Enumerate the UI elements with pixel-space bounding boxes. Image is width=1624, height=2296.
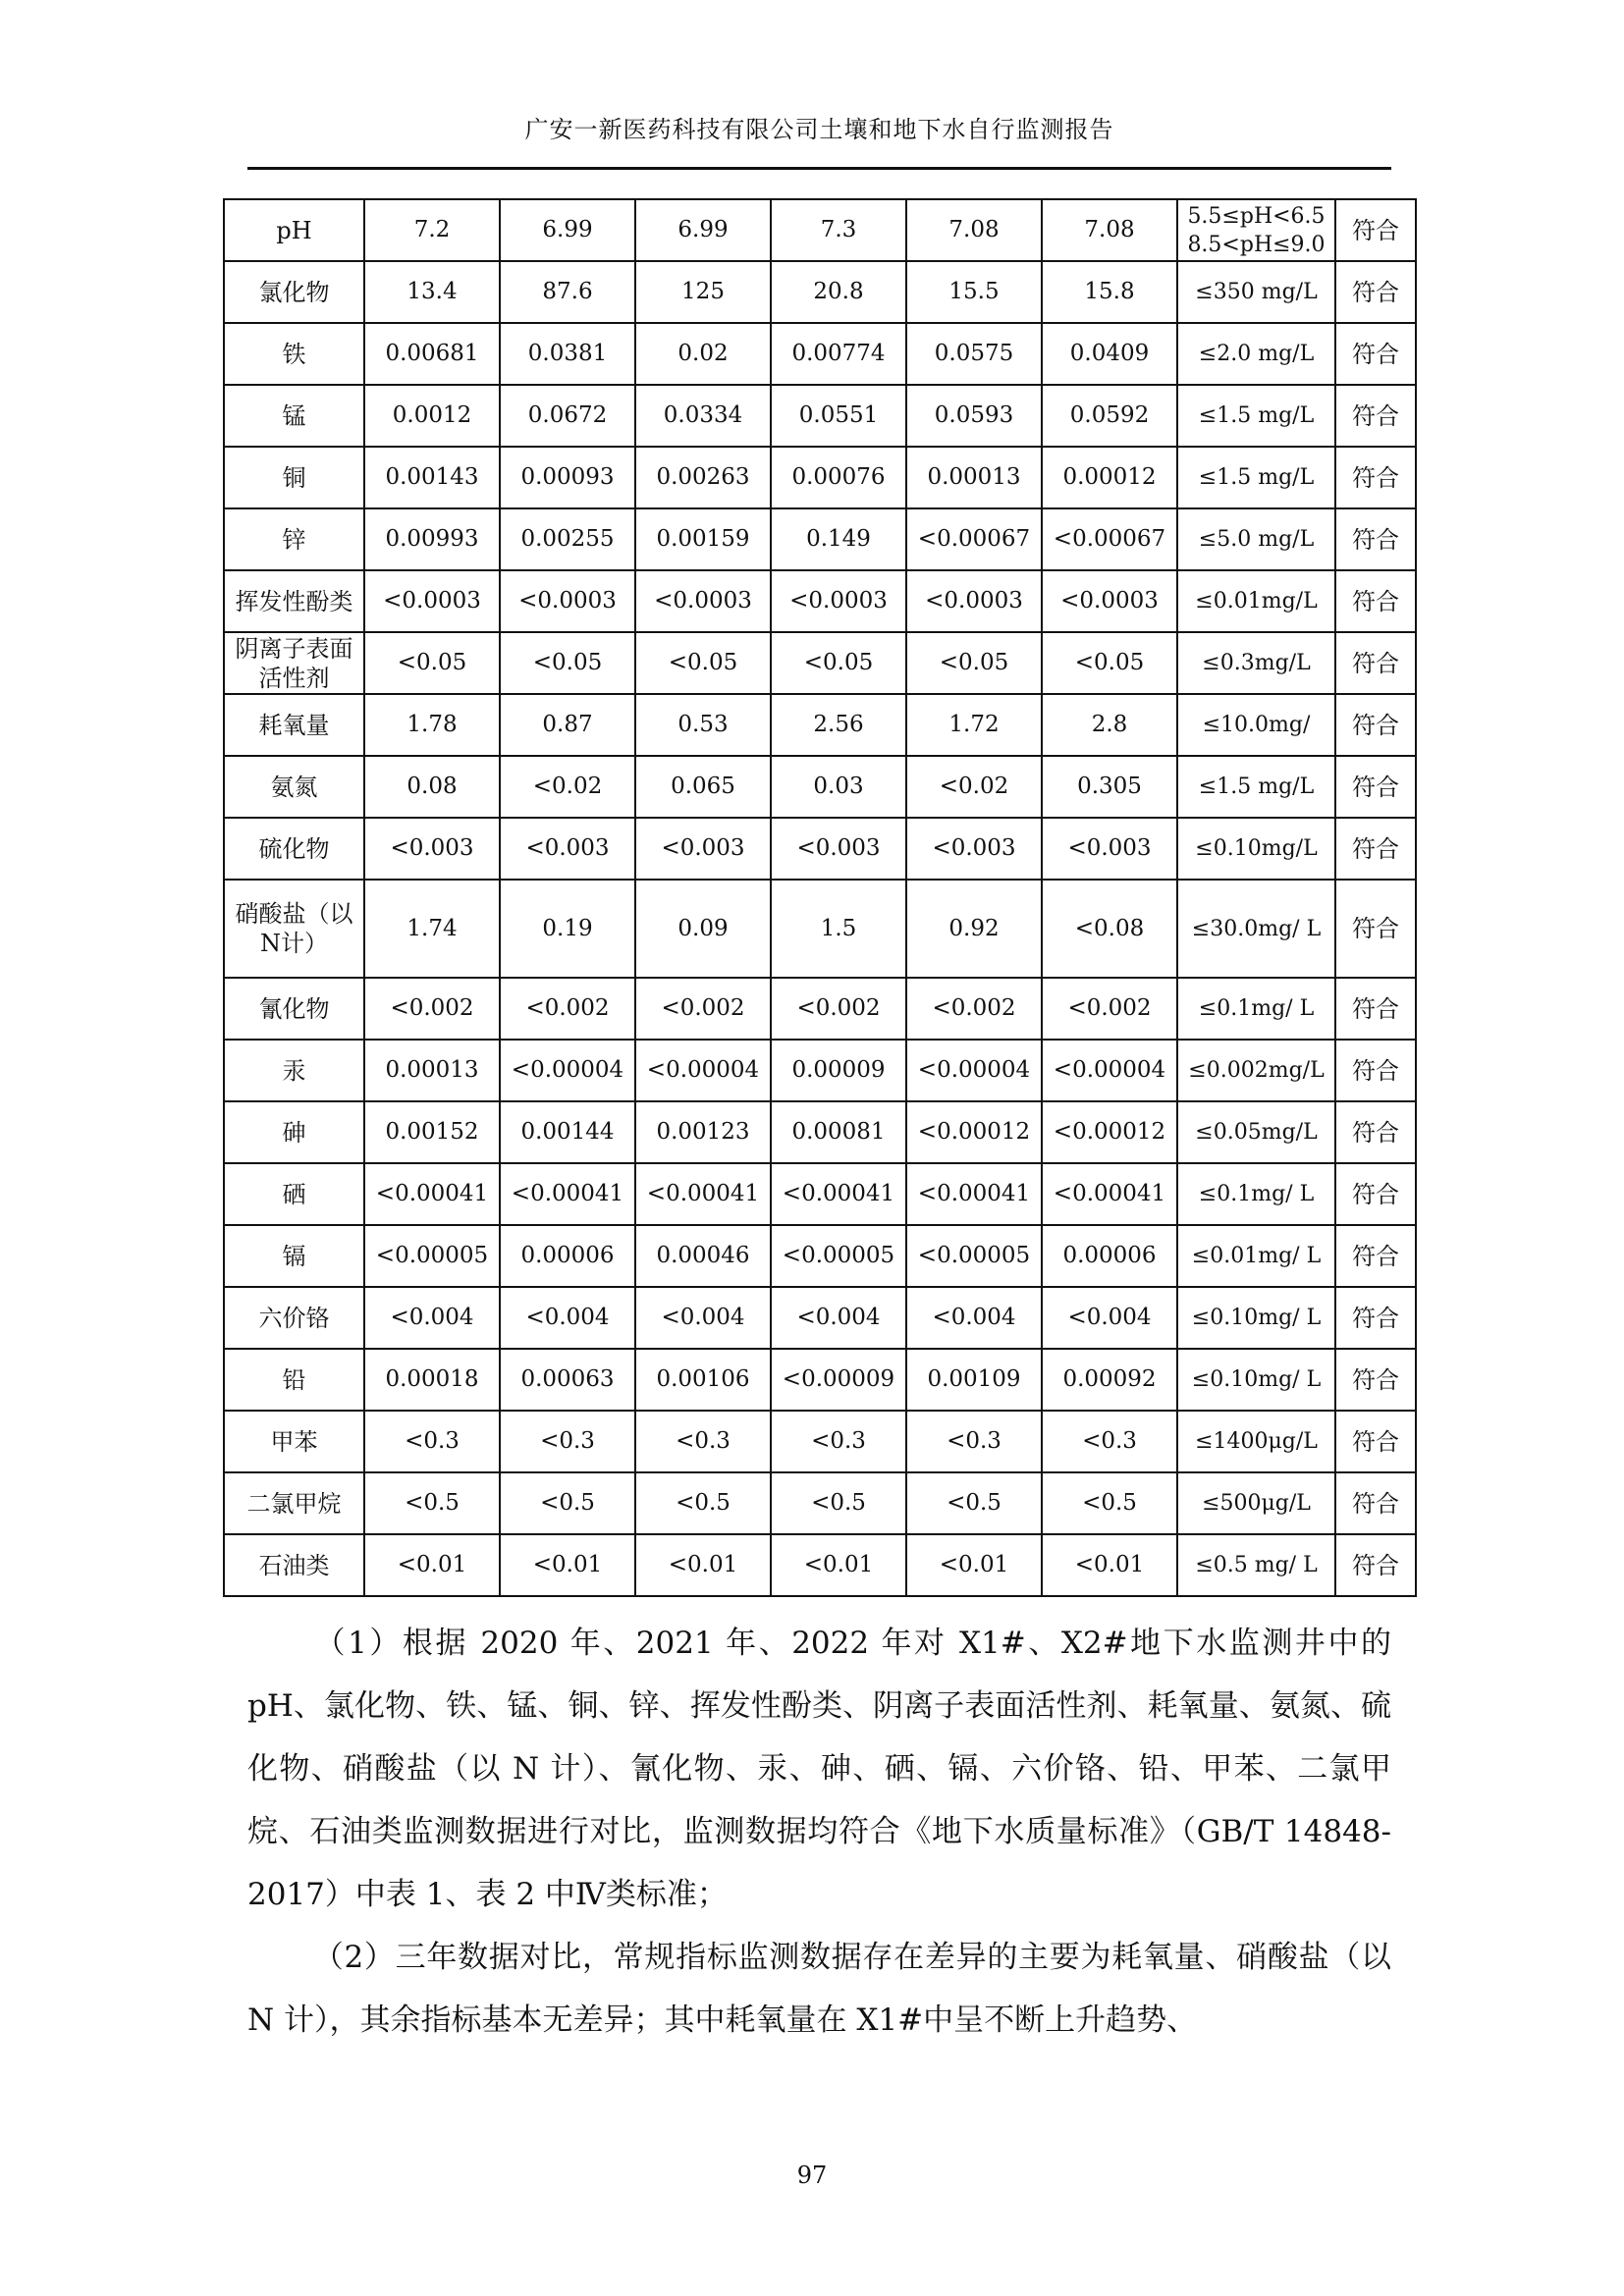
parameter-name-cell: pH [224,199,364,261]
measurement-value-cell: <0.00067 [1042,508,1177,570]
standard-limit-cell: ≤5.0 mg/L [1177,508,1335,570]
measurement-value-cell: <0.004 [635,1287,771,1349]
measurement-value-cell: 1.5 [771,880,906,978]
table-row [224,570,1416,632]
measurement-value-cell: <0.3 [771,1411,906,1472]
table-row [224,1472,1416,1534]
measurement-value-cell: <0.3 [364,1411,500,1472]
measurement-value-cell: <0.004 [1042,1287,1177,1349]
measurement-value-cell: 0.00081 [771,1101,906,1163]
table-row [224,1534,1416,1596]
measurement-value-cell: <0.003 [771,818,906,880]
measurement-value-cell: <0.05 [1042,632,1177,694]
measurement-value-cell: <0.003 [1042,818,1177,880]
measurement-value-cell: <0.0003 [1042,570,1177,632]
measurement-value-cell: <0.5 [1042,1472,1177,1534]
standard-limit-cell: ≤0.5 mg/ L [1177,1534,1335,1596]
parameter-name-cell: 挥发性酚类 [224,570,364,632]
measurement-value-cell: <0.003 [500,818,635,880]
measurement-value-cell: <0.00041 [500,1163,635,1225]
table-row [224,632,1416,694]
measurement-value-cell: 0.0012 [364,385,500,447]
measurement-value-cell: 7.08 [906,199,1042,261]
paragraph-1-text: （1）根据 2020 年、2021 年、2022 年对 X1#、X2#地下水监测井中的 pH、氯化物、铁、锰、铜、锌、挥发性酚类、阴离子表面活性剂、耗氧量、氨氮、硫化物、硝酸盐（以 N 计）、氰化物、汞、砷、硒、镉、六价铬、铅、甲苯、二氯甲烷、石油类监测数据进行对比，监测数据均符合《地下水质量标准》（GB/T 14848-2017）中表 1、表 2 中Ⅳ类标准； [247,1626,1391,1912]
measurement-value-cell: <0.00012 [1042,1101,1177,1163]
measurement-value-cell: 7.2 [364,199,500,261]
standard-limit-cell: ≤350 mg/L [1177,261,1335,323]
parameter-name-cell: 二氯甲烷 [224,1472,364,1534]
measurement-value-cell: <0.08 [1042,880,1177,978]
compliance-result-cell: 符合 [1335,261,1416,323]
measurement-value-cell: 0.00013 [906,447,1042,508]
measurement-value-cell: <0.01 [1042,1534,1177,1596]
measurement-value-cell: 2.8 [1042,694,1177,756]
table-row [224,508,1416,570]
parameter-name-cell: 六价铬 [224,1287,364,1349]
parameter-name-cell: 氨氮 [224,756,364,818]
compliance-result-cell: 符合 [1335,1472,1416,1534]
standard-limit-cell: 5.5≤pH<6.5 8.5<pH≤9.0 [1177,199,1335,261]
table-row [224,261,1416,323]
table-row [224,1225,1416,1287]
measurement-value-cell: 0.0551 [771,385,906,447]
compliance-result-cell: 符合 [1335,632,1416,694]
compliance-result-cell: 符合 [1335,508,1416,570]
compliance-result-cell: 符合 [1335,1040,1416,1101]
standard-limit-cell: ≤0.002mg/L [1177,1040,1335,1101]
paragraph-2 [247,1926,1391,2052]
measurement-value-cell: <0.3 [1042,1411,1177,1472]
measurement-value-cell: 0.00255 [500,508,635,570]
measurement-value-cell: <0.003 [906,818,1042,880]
compliance-result-cell: 符合 [1335,1225,1416,1287]
standard-limit-cell: ≤10.0mg/ [1177,694,1335,756]
measurement-value-cell: 15.8 [1042,261,1177,323]
parameter-name-cell: 阴离子表面活性剂 [224,632,364,694]
measurement-value-cell: 0.08 [364,756,500,818]
parameter-name-cell: 铜 [224,447,364,508]
measurement-value-cell: 0.0409 [1042,323,1177,385]
measurement-value-cell: 0.00046 [635,1225,771,1287]
measurement-value-cell: <0.00004 [500,1040,635,1101]
measurement-value-cell: <0.05 [771,632,906,694]
compliance-result-cell: 符合 [1335,323,1416,385]
parameter-name-cell: 氯化物 [224,261,364,323]
table-row [224,694,1416,756]
measurement-value-cell: <0.002 [771,978,906,1040]
measurement-value-cell: 0.00774 [771,323,906,385]
measurement-value-cell: <0.004 [771,1287,906,1349]
parameter-name-cell: 镉 [224,1225,364,1287]
standard-limit-cell: ≤0.10mg/ L [1177,1287,1335,1349]
measurement-value-cell: <0.00004 [1042,1040,1177,1101]
parameter-name-cell: 氰化物 [224,978,364,1040]
measurement-value-cell: <0.003 [364,818,500,880]
standard-limit-cell: ≤0.3mg/L [1177,632,1335,694]
standard-limit-cell: ≤0.01mg/ L [1177,1225,1335,1287]
measurement-value-cell: 0.0672 [500,385,635,447]
compliance-result-cell: 符合 [1335,199,1416,261]
compliance-result-cell: 符合 [1335,818,1416,880]
measurement-value-cell: <0.5 [771,1472,906,1534]
measurement-value-cell: <0.5 [635,1472,771,1534]
page-number: 97 [796,2162,828,2189]
measurement-value-cell: 15.5 [906,261,1042,323]
compliance-result-cell: 符合 [1335,447,1416,508]
table-row [224,1101,1416,1163]
measurement-value-cell: 2.56 [771,694,906,756]
measurement-value-cell: 0.19 [500,880,635,978]
table-row [224,323,1416,385]
measurement-value-cell: 0.00263 [635,447,771,508]
table-row [224,1163,1416,1225]
measurement-value-cell: <0.00004 [906,1040,1042,1101]
measurement-value-cell: <0.05 [906,632,1042,694]
standard-limit-cell: ≤0.01mg/L [1177,570,1335,632]
page-header-title: 广安一新医药科技有限公司土壤和地下水自行监测报告 [524,116,1114,143]
measurement-value-cell: 0.00143 [364,447,500,508]
paragraph-1 [247,1612,1391,1926]
parameter-name-cell: 铁 [224,323,364,385]
compliance-result-cell: 符合 [1335,385,1416,447]
measurement-value-cell: 0.00009 [771,1040,906,1101]
table-body [224,199,1416,1596]
measurement-value-cell: 0.00018 [364,1349,500,1411]
parameter-name-cell: 锌 [224,508,364,570]
table-row [224,1040,1416,1101]
measurement-value-cell: <0.00041 [906,1163,1042,1225]
measurement-value-cell: 0.0334 [635,385,771,447]
measurement-value-cell: 0.00106 [635,1349,771,1411]
table-row [224,385,1416,447]
table-row [224,1411,1416,1472]
measurement-value-cell: <0.002 [500,978,635,1040]
measurement-value-cell: <0.05 [364,632,500,694]
measurement-value-cell: <0.00041 [771,1163,906,1225]
measurement-value-cell: 0.00152 [364,1101,500,1163]
measurement-value-cell: <0.5 [500,1472,635,1534]
compliance-result-cell: 符合 [1335,1349,1416,1411]
standard-limit-cell: ≤0.1mg/ L [1177,978,1335,1040]
measurement-value-cell: 6.99 [635,199,771,261]
parameter-name-cell: 耗氧量 [224,694,364,756]
measurement-value-cell: 0.00006 [1042,1225,1177,1287]
measurement-value-cell: <0.5 [364,1472,500,1534]
measurement-value-cell: <0.003 [635,818,771,880]
header-divider [247,167,1391,170]
parameter-name-cell: 甲苯 [224,1411,364,1472]
standard-limit-cell: ≤500μg/L [1177,1472,1335,1534]
measurement-value-cell: <0.0003 [771,570,906,632]
measurement-value-cell: <0.5 [906,1472,1042,1534]
compliance-result-cell: 符合 [1335,694,1416,756]
standard-limit-cell: ≤1.5 mg/L [1177,447,1335,508]
measurement-value-cell: <0.3 [906,1411,1042,1472]
measurement-value-cell: 1.74 [364,880,500,978]
measurement-value-cell: <0.01 [771,1534,906,1596]
measurement-value-cell: <0.0003 [635,570,771,632]
measurement-value-cell: 0.00123 [635,1101,771,1163]
compliance-result-cell: 符合 [1335,1411,1416,1472]
measurement-value-cell: 0.00092 [1042,1349,1177,1411]
compliance-result-cell: 符合 [1335,978,1416,1040]
measurement-value-cell: <0.00004 [635,1040,771,1101]
measurement-value-cell: <0.004 [364,1287,500,1349]
measurement-value-cell: <0.0003 [364,570,500,632]
measurement-value-cell: 0.305 [1042,756,1177,818]
standard-limit-cell: ≤1.5 mg/L [1177,385,1335,447]
measurement-value-cell: <0.01 [635,1534,771,1596]
table-row [224,199,1416,261]
measurement-value-cell: 0.00013 [364,1040,500,1101]
measurement-value-cell: 0.065 [635,756,771,818]
measurement-value-cell: 7.08 [1042,199,1177,261]
measurement-value-cell: 0.149 [771,508,906,570]
measurement-value-cell: 0.87 [500,694,635,756]
measurement-value-cell: <0.002 [364,978,500,1040]
table-row [224,447,1416,508]
parameter-name-cell: 汞 [224,1040,364,1101]
measurement-value-cell: <0.002 [1042,978,1177,1040]
measurement-value-cell: 0.00006 [500,1225,635,1287]
measurement-value-cell: <0.004 [500,1287,635,1349]
measurement-value-cell: <0.05 [500,632,635,694]
measurement-value-cell: 0.09 [635,880,771,978]
measurement-value-cell: 0.02 [635,323,771,385]
measurement-value-cell: <0.02 [500,756,635,818]
standard-limit-cell: ≤0.10mg/ L [1177,1349,1335,1411]
parameter-name-cell: 砷 [224,1101,364,1163]
compliance-result-cell: 符合 [1335,1101,1416,1163]
table-row [224,818,1416,880]
standard-limit-cell: ≤0.05mg/L [1177,1101,1335,1163]
measurement-value-cell: 0.00681 [364,323,500,385]
measurement-value-cell: <0.01 [906,1534,1042,1596]
table-row [224,1349,1416,1411]
measurement-value-cell: 0.00159 [635,508,771,570]
measurement-value-cell: 20.8 [771,261,906,323]
table-row [224,880,1416,978]
measurement-value-cell: <0.00012 [906,1101,1042,1163]
measurement-value-cell: <0.00041 [364,1163,500,1225]
standard-limit-cell: ≤0.1mg/ L [1177,1163,1335,1225]
measurement-value-cell: <0.3 [500,1411,635,1472]
measurement-value-cell: <0.00005 [364,1225,500,1287]
measurement-value-cell: 0.00109 [906,1349,1042,1411]
measurement-value-cell: 87.6 [500,261,635,323]
measurement-value-cell: 1.72 [906,694,1042,756]
parameter-name-cell: 硒 [224,1163,364,1225]
measurement-value-cell: 1.78 [364,694,500,756]
table-row [224,978,1416,1040]
table-row [224,1287,1416,1349]
measurement-value-cell: <0.01 [364,1534,500,1596]
parameter-name-cell: 硝酸盐（以N计） [224,880,364,978]
measurement-value-cell: 0.00076 [771,447,906,508]
monitoring-data-table [223,198,1417,1597]
measurement-value-cell: 0.92 [906,880,1042,978]
parameter-name-cell: 锰 [224,385,364,447]
parameter-name-cell: 硫化物 [224,818,364,880]
measurement-value-cell: <0.00009 [771,1349,906,1411]
measurement-value-cell: <0.00067 [906,508,1042,570]
standard-limit-cell: ≤1.5 mg/L [1177,756,1335,818]
measurement-value-cell: 0.00144 [500,1101,635,1163]
measurement-value-cell: <0.00005 [771,1225,906,1287]
measurement-value-cell: 13.4 [364,261,500,323]
measurement-value-cell: <0.00005 [906,1225,1042,1287]
compliance-result-cell: 符合 [1335,756,1416,818]
measurement-value-cell: <0.002 [906,978,1042,1040]
parameter-name-cell: 石油类 [224,1534,364,1596]
standard-limit-cell: ≤0.10mg/L [1177,818,1335,880]
compliance-result-cell: 符合 [1335,570,1416,632]
measurement-value-cell: 0.0381 [500,323,635,385]
measurement-value-cell: 7.3 [771,199,906,261]
measurement-value-cell: <0.02 [906,756,1042,818]
compliance-result-cell: 符合 [1335,1163,1416,1225]
standard-limit-cell: ≤2.0 mg/L [1177,323,1335,385]
measurement-value-cell: 0.0593 [906,385,1042,447]
measurement-value-cell: <0.00041 [1042,1163,1177,1225]
measurement-value-cell: <0.3 [635,1411,771,1472]
standard-limit-cell: ≤1400μg/L [1177,1411,1335,1472]
measurement-value-cell: 0.00093 [500,447,635,508]
measurement-value-cell: <0.00041 [635,1163,771,1225]
table-row [224,756,1416,818]
measurement-value-cell: 125 [635,261,771,323]
measurement-value-cell: <0.0003 [500,570,635,632]
measurement-value-cell: <0.002 [635,978,771,1040]
measurement-value-cell: 0.0575 [906,323,1042,385]
paragraph-2-text: （2）三年数据对比，常规指标监测数据存在差异的主要为耗氧量、硝酸盐（以 N 计），其余指标基本无差异；其中耗氧量在 X1#中呈不断上升趋势、 [247,1940,1391,2038]
measurement-value-cell: 0.00012 [1042,447,1177,508]
measurement-value-cell: 0.00063 [500,1349,635,1411]
compliance-result-cell: 符合 [1335,880,1416,978]
measurement-value-cell: 0.03 [771,756,906,818]
measurement-value-cell: 6.99 [500,199,635,261]
measurement-value-cell: 0.53 [635,694,771,756]
measurement-value-cell: 0.00993 [364,508,500,570]
parameter-name-cell: 铅 [224,1349,364,1411]
standard-limit-cell: ≤30.0mg/ L [1177,880,1335,978]
measurement-value-cell: <0.004 [906,1287,1042,1349]
compliance-result-cell: 符合 [1335,1287,1416,1349]
measurement-value-cell: <0.05 [635,632,771,694]
measurement-value-cell: <0.01 [500,1534,635,1596]
measurement-value-cell: <0.0003 [906,570,1042,632]
compliance-result-cell: 符合 [1335,1534,1416,1596]
measurement-value-cell: 0.0592 [1042,385,1177,447]
